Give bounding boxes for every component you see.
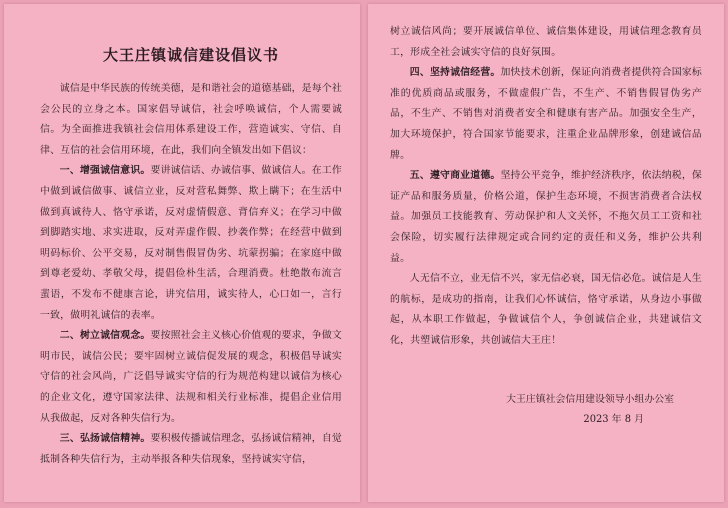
section-1-body: 要讲诚信话、办诚信事、做诚信人。在工作中做到诚信做事、诚信立业，反对营私舞弊、欺上瞒下；在生活中做到真诚待人、恪守承诺，反对虚情假意、背信弃义；在学习中做到脚踏实地、求实进取，反对弄虚作假、抄袭作弊；在经营中做到明码标价、公平交易，反对制售假冒伪劣、坑蒙拐骗；在家庭中做到尊老爱幼、孝敬父母，提倡俭朴生活，合理消费。杜绝散布流言蜚语，不发布不健康言论，讲究信用，诚实待人，心口如一，言行一致，做明礼诚信的表率。 [40,165,342,321]
section-4-body: 加快技术创新，保证向消费者提供符合国家标准的优质商品或服务，不做虚假广告，不生产、不销售假冒伪劣产品，不生产、不销售对消费者安全和健康有害产品。加强安全生产，加大环境保护，符合国家节能要求，注重企业品牌形象，创建诚信品牌。 [390,67,702,161]
section-1-heading: 一、增强诚信意识。 [59,165,151,177]
section-5-heading: 五、遵守商业道德。 [409,170,501,182]
section-3-continued: 树立诚信风尚；要开展诚信单位、诚信集体建设，用诚信理念教育员工，形成全社会诚实守信的良好氛围。 [390,26,702,58]
section-3 [40,429,342,470]
section-3-heading: 三、弘扬诚信精神。 [59,433,151,445]
date: 2023 年 8 月 [583,414,644,426]
section-3-body: 要积极传播诚信理念，弘扬诚信精神，自觉抵制各种失信行为，主动举报各种失信现象，坚持诚实守信， [40,433,342,465]
section-4-heading: 四、坚持诚信经营。 [409,67,501,79]
section-4 [390,63,702,166]
signature: 大王庄镇社会信用建设领导小组办公室 [506,393,674,405]
page-left [4,4,360,502]
spacer [390,352,702,390]
closing-paragraph: 人无信不立，业无信不兴，家无信必衰，国无信必危。诚信是人生的航标，是成功的指南，让我们心怀诚信，恪守承诺，从身边小事做起，从本职工作做起，争做诚信个人，争创诚信企业，共建诚信文化，共塑诚信形象，共创诚信大王庄！ [390,273,702,346]
section-2 [40,326,342,429]
section-1 [40,161,342,326]
section-5 [390,166,702,269]
section-2-heading: 二、树立诚信观念。 [59,330,151,342]
page-right [368,4,724,502]
intro-paragraph: 诚信是中华民族的传统美德，是和谐社会的道德基础，是每个社会公民的立身之本。国家倡导诚信，社会呼唤诚信，个人需要诚信。为全面推进我镇社会信用体系建设工作，营造诚实、守信、自律、互信的社会信用环境，在此，我们向全镇发出如下倡议： [40,83,342,156]
document-title: 大王庄镇诚信建设倡议书 [102,46,279,64]
section-2-body: 要按照社会主义核心价值观的要求，争做文明市民，诚信公民；要牢固树立诚信促发展的观念，积极倡导诚实守信的社会风尚，广泛倡导诚实守信的行为规范构建以诚信为核心的企业文化，遵守国家法律、法规和相关行业标准，提倡企业信用从我做起，反对各种失信行为。 [40,330,342,424]
section-5-body: 坚持公平竞争，维护经济秩序，依法纳税，保证产品和服务质量，价格公道，保护生态环境，不损害消费者合法权益。加强员工技能教育、劳动保护和人文关怀，不拖欠员工工资和社会保险，切实履行法律规定或合同约定的责任和义务，维护公共利益。 [390,170,702,264]
